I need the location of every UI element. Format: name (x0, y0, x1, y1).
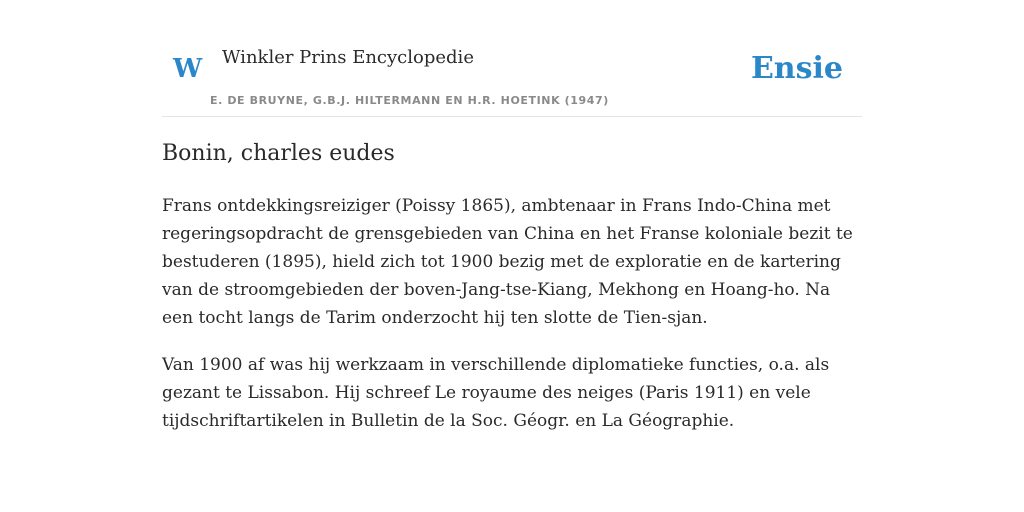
source-authors: E. DE BRUYNE, G.B.J. HILTERMANN EN H.R. HOETINK (1947) (210, 94, 609, 107)
entry-paragraph: Frans ontdekkingsreiziger (Poissy 1865), ambtenaar in Frans Indo-China met regeringsopdracht de grensgebieden van China en het Franse koloniale bezit te bestuderen (1895), hield zich tot 1900 bezig met de exploratie en de kartering van de stroomgebieden der boven-Jang-tse-Kiang, Mekhong en Hoang-ho. Na een tocht langs de Tarim onderzocht hij ten slotte de Tien-sjan. (162, 196, 853, 328)
entry-title: Bonin, charles eudes (162, 141, 395, 166)
source-logo[interactable]: W (173, 54, 203, 84)
source-title[interactable]: Winkler Prins Encyclopedie (222, 47, 474, 68)
ensie-logo-link[interactable]: Ensie (750, 51, 843, 86)
entry-paragraph: Van 1900 af was hij werkzaam in verschillende diplomatieke functies, o.a. als gezant te Lissabon. Hij schreef Le royaume des neiges (Paris 1911) en vele tijdschriftartikelen in Bulletin de la Soc. Géogr. en La Géographie. (162, 355, 830, 431)
entry-body (162, 192, 862, 454)
source-header (162, 0, 862, 117)
